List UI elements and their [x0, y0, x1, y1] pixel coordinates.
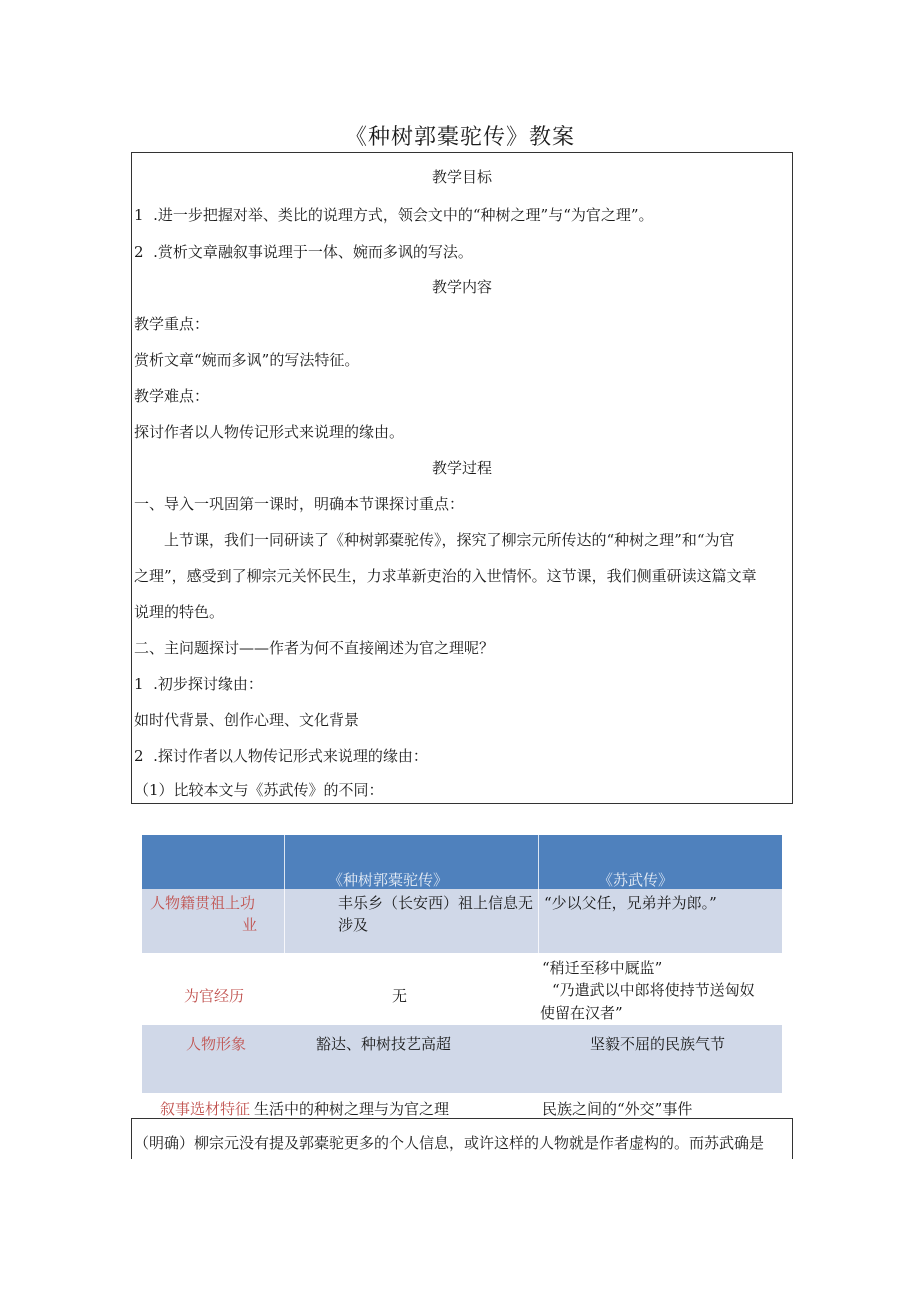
key-text: 赏析文章“婉而多讽”的写法特征。 [134, 351, 360, 369]
row-3-col1: 豁达、种树技艺高超 [316, 1035, 452, 1053]
row-4-col2: 民族之间的“外交”事件 [542, 1100, 693, 1118]
paragraph-line-1: 上节课，我们一同研读了《种树郭橐驼传》，探究了柳宗元所传达的“种树之理”和“为官 [164, 531, 735, 549]
goal-num-1: 1 [134, 206, 144, 224]
goals-heading: 教学目标 [431, 168, 492, 186]
document-title: 《种树郭橐驼传》教案 [344, 125, 575, 150]
sub-step-2 [134, 745, 428, 766]
row-divider [142, 953, 782, 954]
sub-step-2-num: 2 [134, 747, 144, 765]
row-2-col2-line2: “乃遣武以中郎将使持节送匈奴 [552, 981, 755, 999]
row-4-col1: 生活中的种树之理与为官之理 [254, 1100, 450, 1118]
sub-step-2-text: .探讨作者以人物传记形式来说理的缘由： [153, 747, 428, 765]
column-divider [284, 835, 285, 953]
sub-step-1 [134, 673, 263, 694]
goal-text-2: .赏析文章融叙事说理于一体、婉而多讽的写法。 [153, 243, 473, 261]
sub-step-1-text: .初步探讨缘由： [153, 675, 263, 693]
row-1-col2: “少以父任，兄弟并为郎。” [544, 894, 717, 912]
column-divider [538, 835, 539, 953]
process-step-2: 二、主问题探讨——作者为何不直接阐述为官之理呢？ [134, 639, 495, 657]
goal-num-2: 2 [134, 243, 144, 261]
row-1-col1-line1: 丰乐乡（长安西）祖上信息无 [338, 894, 534, 912]
table-header-col1: 《种树郭橐驼传》 [328, 871, 449, 889]
row-label-4: 叙事选材特征 [160, 1100, 251, 1118]
sub-step-2a: （1）比较本文与《苏武传》的不同： [134, 781, 384, 799]
goal-text-1: .进一步把握对举、类比的说理方式，领会文中的“种树之理”与“为官之理”。 [153, 206, 654, 224]
content-heading: 教学内容 [431, 278, 492, 296]
row-2-col2-line1: “稍迁至移中厩监” [542, 959, 663, 977]
table-header-col2: 《苏武传》 [598, 871, 674, 889]
sub-step-1-num: 1 [134, 675, 144, 693]
clarify-text: （明确）柳宗元没有提及郭橐驼更多的个人信息，或许这样的人物就是作者虚构的。而苏武确是 [134, 1134, 765, 1152]
paragraph-line-3: 说理的特色。 [134, 603, 225, 621]
process-step-1: 一、导入一巩固第一课时，明确本节课探讨重点： [134, 495, 465, 513]
row-label-3: 人物形象 [186, 1035, 247, 1053]
row-2-col2-line3: 使留在汉者” [540, 1004, 623, 1022]
row-3-col2: 坚毅不屈的民族气节 [590, 1035, 726, 1053]
row-label-1-line2: 业 [242, 916, 258, 934]
paragraph-line-2: 之理”，感受到了柳宗元关怀民生，力求革新吏治的入世情怀。这节课，我们侧重研读这篇文章 [134, 567, 757, 585]
goal-item-2 [134, 241, 473, 262]
difficulty-label: 教学难点： [134, 387, 210, 405]
process-heading: 教学过程 [431, 459, 492, 477]
goal-item-1 [134, 204, 654, 225]
row-1-col1-line2: 涉及 [338, 916, 369, 934]
difficulty-text: 探讨作者以人物传记形式来说理的缘由。 [134, 423, 405, 441]
sub-step-1-detail: 如时代背景、创作心理、文化背景 [134, 711, 360, 729]
row-label-2: 为官经历 [184, 987, 245, 1005]
row-label-1-line1: 人物籍贯祖上功 [150, 894, 256, 912]
row-2-col1: 无 [392, 987, 408, 1005]
key-label: 教学重点： [134, 315, 210, 333]
table-header-band [142, 835, 782, 889]
